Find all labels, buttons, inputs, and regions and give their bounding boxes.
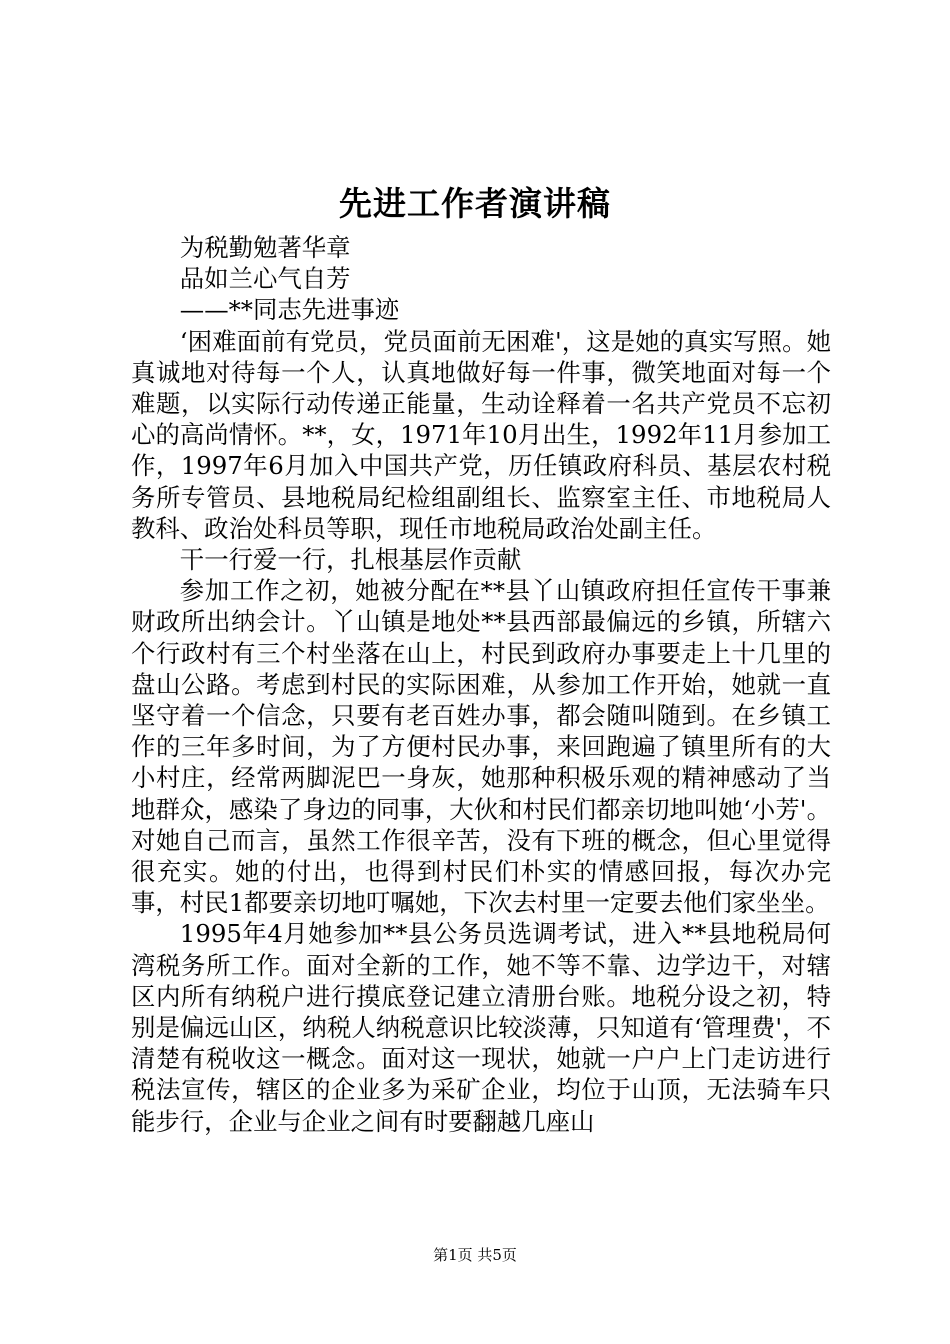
page-footer: 第1页 共5页 [433, 1246, 517, 1264]
subtitle-line-1: 为税勤勉著华章 [179, 233, 351, 262]
body-paragraph: ‘困难面前有党员，党员面前无困难'，这是她的真实写照。她真诚地对待每一个人，认真地做好每一件事，微笑地面对每一个难题，以实际行动传递正能量，生动诠释着一名共产党员不忘初心的高尚情怀。**，女，1971年10月出生，1992年11月参加工作，1997年6月加入中国共产党，历任镇政府科员、基层农村税务所专管员、县地税局纪检组副组长、监察室主任、市地税局人教科、政治处科员等职，现任市地税局政治处副主任。 [131, 326, 831, 543]
subtitle-line-3: ——**同志先进事迹 [179, 295, 400, 325]
subtitle-line-2: 品如兰心气自芳 [179, 264, 351, 294]
document-title: 先进工作者演讲稿 [339, 184, 611, 223]
section-heading: 干一行爱一行，扎根基层作贡献 [179, 545, 522, 575]
body-paragraph: 1995年4月她参加**县公务员选调考试，进入**县地税局何湾税务所工作。面对全新的工作，她不等不靠、边学边干，对辖区内所有纳税户进行摸底登记建立清册台账。地税分设之初，特别是偏远山区，纳税人纳税意识比较淡薄，只知道有‘管理费'，不清楚有税收这一概念。面对这一现状，她就一户户上门走访进行税法宣传，辖区的企业多为采矿企业，均位于山顶，无法骑车只能步行，企业与企业之间有时要翻越几座山 [131, 919, 831, 1136]
document-body [131, 232, 831, 1137]
body-paragraph: 参加工作之初，她被分配在**县丫山镇政府担任宣传干事兼财政所出纳会计。丫山镇是地处**县西部最偏远的乡镇，所辖六个行政村有三个村坐落在山上，村民到政府办事要走上十几里的盘山公路。考虑到村民的实际困难，从参加工作开始，她就一直坚守着一个信念，只要有老百姓办事，都会随叫随到。在乡镇工作的三年多时间，为了方便村民办事，来回跑遍了镇里所有的大小村庄，经常两脚泥巴一身灰，她那种积极乐观的精神感动了当地群众，感染了身边的同事，大伙和村民们都亲切地叫她‘小芳'。对她自己而言，虽然工作很辛苦，没有下班的概念，但心里觉得很充实。她的付出，也得到村民们朴实的情感回报，每次办完事，村民1都要亲切地叮嘱她，下次去村里一定要去他们家坐坐。 [131, 576, 831, 918]
